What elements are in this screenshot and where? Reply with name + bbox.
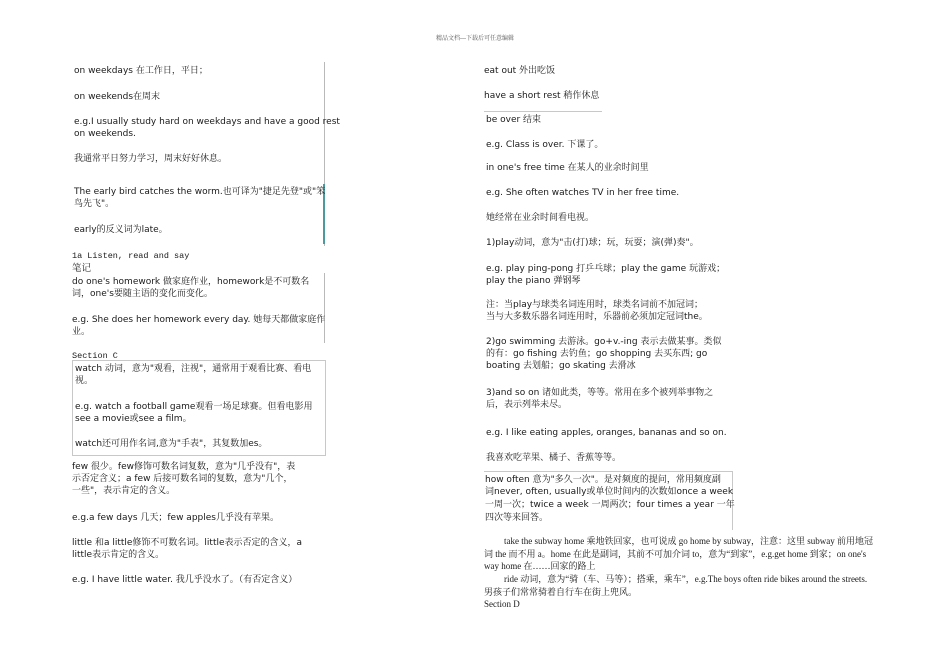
note-line: on weekdays 在工作日，平日；: [74, 66, 208, 76]
note-line: 注：当play与球类名词连用时，球类名词前不加冠词；: [486, 300, 704, 310]
note-line: 示否定含义；a few 后接可数名词的复数，意为"几个，: [72, 474, 293, 484]
note-line: watch 动词，意为"观看，注视"，通常用于观看比赛、看电: [75, 364, 312, 374]
note-line: on weekends.: [74, 129, 136, 139]
note-line: watch还可用作名词,意为"手表"，其复数加es。: [75, 439, 268, 449]
note-line: few 很少。few修饰可数名词复数，意为"几乎没有"，表: [72, 462, 296, 472]
note-line: how often 意为"多久一次"。是对频度的提问，常用频度副: [485, 475, 721, 485]
note-line: 后，表示列举未尽。: [486, 400, 568, 410]
ride-paragraph: ride 动词，意为“骑（车、马等）；搭乘，乘车”，e.g.The boys often ride bikes around the streets. 男孩子们常常骑着自行车在街上兜风。: [484, 574, 868, 597]
note-line: little 和a little修饰不可数名词。little表示否定的含义，a: [72, 538, 303, 548]
note-line: play the piano 弹钢琴: [486, 276, 581, 286]
note-line: 3)and so on 诸如此类，等等。常用在多个被列举事物之: [486, 388, 714, 398]
notes-label: 笔记: [72, 264, 92, 274]
note-line: have a short rest 稍作休息: [484, 91, 600, 101]
note-line: see a movie或see a film。: [75, 414, 192, 424]
note-line: do one's homework 做家庭作业，homework是不可数名: [72, 277, 310, 287]
section-d-heading: Section D: [484, 599, 520, 609]
note-line: eat out 外出吃饭: [484, 66, 556, 76]
note-line: e.g. She often watches TV in her free time.: [486, 188, 680, 198]
note-line: in one's free time 在某人的业余时间里: [486, 163, 649, 173]
note-line: boating 去划船；go skating 去滑冰: [486, 361, 636, 371]
note-line: 业。: [72, 327, 91, 337]
note-line: e.g. I like eating apples, oranges, bananas and so on.: [486, 428, 727, 438]
section-c-heading: Section C: [72, 351, 118, 361]
note-line: be over 结束: [486, 115, 542, 125]
note-line: 我喜欢吃苹果、橘子、香蕉等等。: [486, 453, 622, 463]
note-line: 一些"，表示肯定的含义。: [72, 486, 176, 496]
note-line: 我通常平日努力学习，周末好好休息。: [74, 154, 228, 164]
note-line: e.g. watch a football game观看一场足球赛。但看电影用: [75, 402, 313, 412]
note-line: 鸟先飞"。: [74, 199, 115, 209]
note-line: e.g. play ping-pong 打乒乓球；play the game 玩游戏；: [486, 264, 726, 274]
note-line: e.g. Class is over. 下课了。: [486, 140, 604, 150]
note-line: 词never, often, usually或单位时间内的次数如once a week: [485, 487, 734, 497]
note-line: 当与大多数乐器名词连用时，乐器前必须加定冠词the。: [486, 312, 708, 322]
note-line: 1)play动词，意为"击(打)球；玩，玩耍；演(弹)奏"。: [486, 238, 699, 248]
note-line: early的反义词为late。: [74, 225, 168, 235]
note-line: e.g.I usually study hard on weekdays and have a good rest: [74, 117, 340, 127]
subway-paragraph: take the subway home 乘地铁回家，也可说成 go home by subway，注意：这里 subway 前用地冠词 the 而不用 a。home 在此是副词，其前不可加介词 to，意为“到家”，e.g.get home 到家；on one's way home 在……回家的路上: [484, 536, 873, 571]
note-line: little表示肯定的含义。: [72, 550, 165, 560]
page-header: 精品文档---下载后可任意编辑: [435, 35, 515, 42]
section-1a-heading: 1a Listen, read and say: [72, 251, 190, 261]
note-line: on weekends在周末: [74, 92, 161, 102]
note-line: e.g. She does her homework every day. 她每天都做家庭作: [72, 315, 326, 325]
note-line: 她经常在业余时间看电视。: [486, 213, 595, 223]
note-line: 一周一次；twice a week 一周两次；four times a year 一年: [485, 500, 735, 510]
note-line: 2)go swimming 去游泳。go+v.-ing 表示去做某事。类似: [486, 337, 722, 347]
note-line: 四次等来回答。: [485, 513, 549, 523]
note-line: e.g. I have little water. 我几乎没水了。（有否定含义）: [72, 575, 298, 585]
note-line: 词，one's要随主语的变化而变化。: [72, 289, 213, 299]
note-line: The early bird catches the worm.也可译为"捷足先登"或"笨: [74, 187, 326, 197]
note-line: e.g.a few days 几天；few apples几乎没有苹果。: [72, 513, 279, 523]
note-line: 视。: [75, 376, 94, 386]
note-line: 的有：go fishing 去钓鱼；go shopping 去买东西; go: [486, 349, 708, 359]
box6-frame-top: [484, 111, 602, 112]
